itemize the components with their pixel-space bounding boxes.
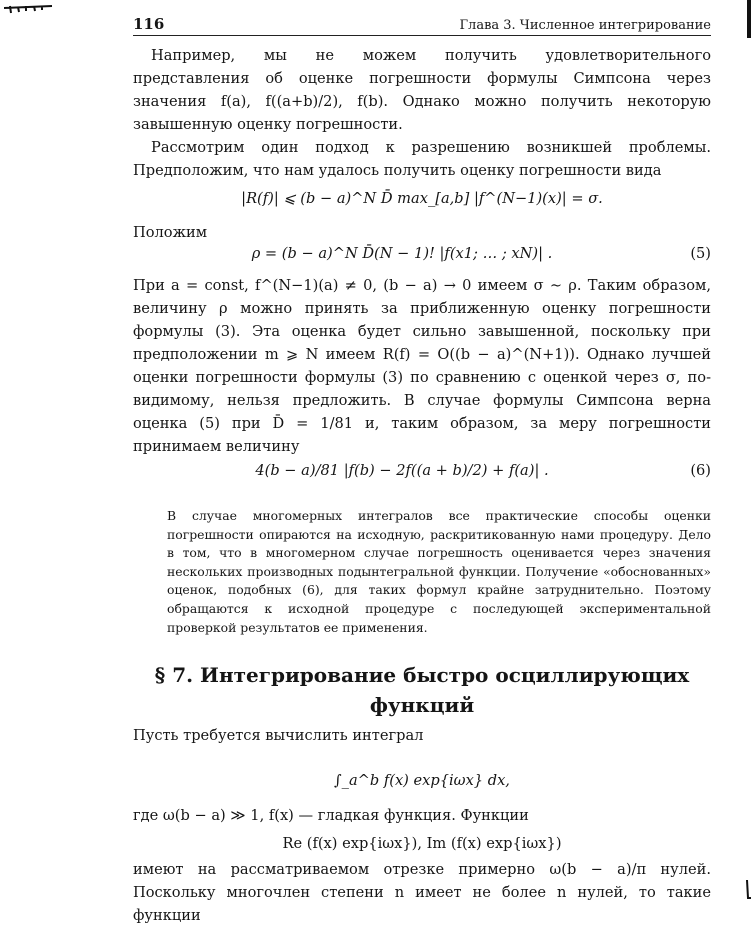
section-title xyxy=(133,660,711,720)
note-text: В случае многомерных интегралов все практические способы оценки погрешности опираются на исходную, раскритикованную нами процедуру. Дело в том, что в многомерном случае погрешность оценивается через значения нескольких производных подынтегральной функции. Получение «обоснованных» оценок, подобных (6), для таких формул крайне затруднительно. Поэтому обращаются к исходной процедуре с последующей экспериментальной проверкой результатов ее применения. xyxy=(167,508,711,635)
formula-integral xyxy=(133,760,711,800)
page-header xyxy=(133,10,711,36)
paragraph-text: При a = const, f^(N−1)(a) ≠ 0, (b − a) → 0 имеем σ ∼ ρ. Таким образом, величину ρ можно принять за приближенную оценку погрешности формулы (3). Эта оценка будет сильно завышенной, поскольку при предположении m ⩾ N имеем R(f) = O((b − a)^(N+1)). Однако лучшей оценки погрешности формулы (3) по сравнению с оценкой через σ, по-видимому, нельзя предложить. В случае формулы Симпсона верна оценка (5) при D̄ = 1/81 и, таким образом, за меру погрешности принимаем величину xyxy=(133,277,711,455)
paragraph-text: Рассмотрим один подход к разрешению возникшей проблемы. Предположим, что нам удалось получить оценку погрешности вида xyxy=(133,139,711,179)
formula-5 xyxy=(133,238,711,268)
label-polozhim: Положим xyxy=(133,224,208,241)
scan-artifact-top-left xyxy=(4,4,54,14)
paragraph-text: Например, мы не можем получить удовлетворительного представления об оценке погрешности формулы Симпсона через значения f(a), f((a+b)/2), f(b). Однако можно получить некоторую завышенную оценку погрешности. xyxy=(133,47,711,133)
paragraph-simpson-estimate xyxy=(133,44,711,136)
formula-expression: 4(b − a)/81 |f(b) − 2f((a + b)/2) + f(a)| . xyxy=(255,461,549,479)
formula-expression: Re (f(x) exp{iωx}), Im (f(x) exp{iωx}) xyxy=(282,834,562,852)
paragraph-zeros xyxy=(133,858,711,927)
section-title-line1: § 7. Интегрирование быстро осциллирующих xyxy=(154,663,690,687)
paragraph-rho-estimate xyxy=(133,274,711,458)
paragraph-text: где ω(b − a) ≫ 1, f(x) — гладкая функция. Функции xyxy=(133,807,529,824)
formula-6 xyxy=(133,452,711,488)
paragraph-text: имеют на рассматриваемом отрезке примерно ω(b − a)/π нулей. Поскольку многочлен степени n имеет не более n нулей, то такие функции xyxy=(133,861,711,924)
formula-expression: ∫_a^b f(x) exp{iωx} dx, xyxy=(334,771,510,789)
paragraph-integral-intro xyxy=(133,724,711,747)
running-head: Глава 3. Численное интегрирование xyxy=(459,18,711,33)
equation-number: (5) xyxy=(690,244,711,262)
equation-number: (6) xyxy=(690,461,711,479)
page-number: 116 xyxy=(133,15,165,33)
formula-expression: ρ = (b − a)^N D̄(N − 1)! |f(x1; … ; xN)| . xyxy=(251,244,553,262)
paragraph-approach xyxy=(133,136,711,182)
formula-expression: |R(f)| ⩽ (b − a)^N D̄ max_[a,b] |f^(N−1)(x)| = σ. xyxy=(241,189,603,207)
scan-artifact-right xyxy=(745,0,753,40)
section-title-line2: функций xyxy=(369,693,475,717)
small-print-note xyxy=(167,507,711,637)
formula-re-im xyxy=(133,828,711,858)
scan-artifact-bottom-right xyxy=(744,880,752,900)
paragraph-text: Пусть требуется вычислить интеграл xyxy=(133,727,424,744)
paragraph-omega xyxy=(133,804,711,827)
formula-sigma xyxy=(133,183,711,213)
